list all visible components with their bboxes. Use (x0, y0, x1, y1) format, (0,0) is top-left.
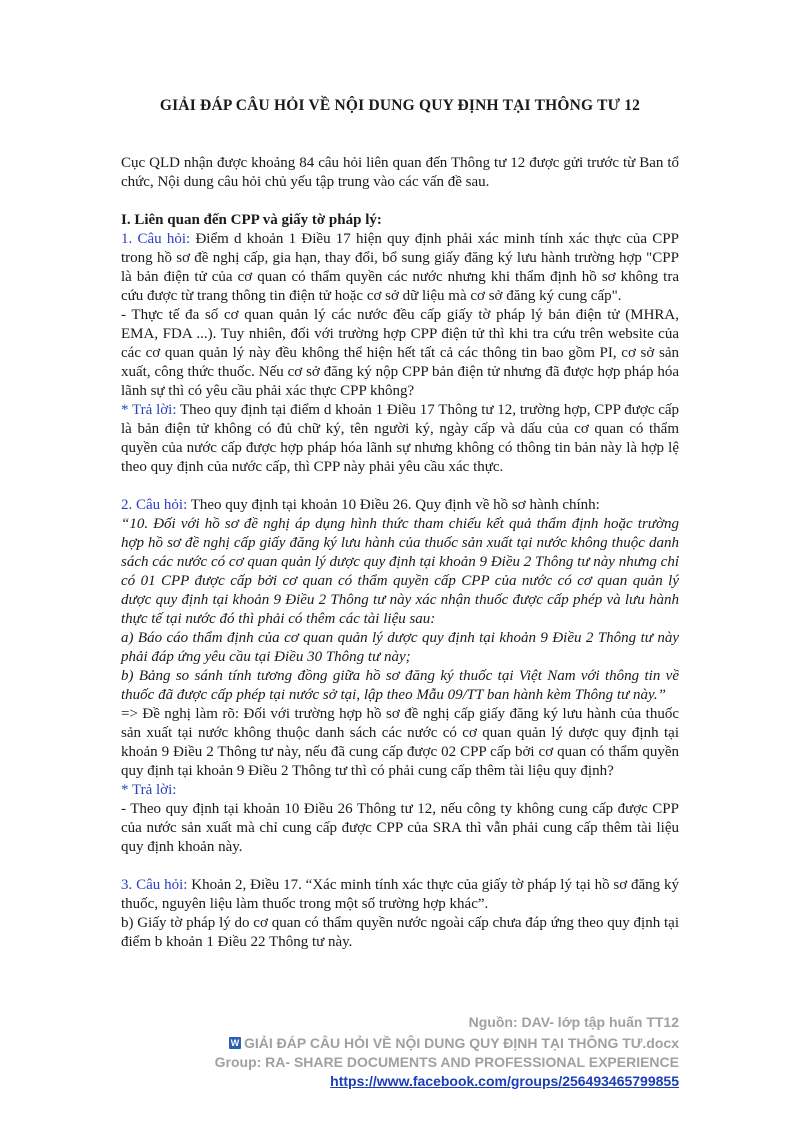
question-3 (121, 876, 679, 914)
answer-2-text: - Theo quy định tại khoản 10 Điều 26 Thông tư 12, nếu công ty không cung cấp được CPP của nước sản xuất mà chỉ cung cấp được CPP của SRA thì vẫn phải cung cấp thêm tài liệu quy định khoản này. (121, 801, 679, 855)
facebook-group-link[interactable]: https://www.facebook.com/groups/256493465799855 (330, 1072, 679, 1089)
document-title: GIẢI ĐÁP CÂU HỎI VỀ NỘI DUNG QUY ĐỊNH TẠI THÔNG TƯ 12 (159, 97, 641, 114)
question-1 (121, 230, 679, 306)
document-name-line (215, 1032, 679, 1053)
question-1-label: 1. Câu hỏi: (121, 231, 191, 247)
question-1-text: Điểm d khoản 1 Điều 17 hiện quy định phải xác minh tính xác thực của CPP trong hồ sơ đề nghị cấp, gia hạn, thay đổi, bổ sung giấy đăng ký lưu hành trường hợp "CPP là bản điện tử của cơ quan có thẩm quyền các nước nhưng khi thẩm định hồ sơ không tra cứu được từ trang thông tin điện tử hoặc cơ sở dữ liệu mà cơ sở đăng ký cung cấp". (121, 231, 679, 304)
group-line: Group: RA- SHARE DOCUMENTS AND PROFESSIONAL EXPERIENCE (214, 1053, 679, 1070)
word-icon: W (230, 1038, 240, 1048)
question-3-label: 3. Câu hỏi: (121, 877, 188, 893)
question-2 (121, 496, 679, 515)
question-2-text: Theo quy định tại khoản 10 Điều 26. Quy định về hồ sơ hành chính: (187, 497, 600, 513)
document-body (121, 154, 679, 952)
watermark-footer (215, 1013, 679, 1091)
intro-paragraph: Cục QLD nhận được khoảng 84 câu hỏi liên quan đến Thông tư 12 được gửi trước từ Ban tổ chức, Nội dung câu hỏi chủ yếu tập trung vào các vấn đề sau. (121, 155, 679, 190)
document-file-name: GIẢI ĐÁP CÂU HỎI VỀ NỘI DUNG QUY ĐỊNH TẠI THÔNG TƯ.docx (243, 1034, 679, 1051)
section-1-heading: I. Liên quan đến CPP và giấy tờ pháp lý: (121, 212, 382, 228)
question-2-quote-1: “10. Đối với hồ sơ đề nghị áp dụng hình thức tham chiếu kết quả thẩm định hoặc trường hợp hồ sơ đề nghị cấp giấy đăng ký lưu hành của thuốc sản xuất tại nước không thuộc danh sách các nước có cơ quan quản lý dược quy định tại khoản 9 Điều 2 Thông tư này nhưng chỉ có 01 CPP được cấp bởi cơ quan có thẩm quyền cấp CPP của nước có cơ quan quản lý dược quy định tại khoản 9 Điều 2 Thông tư này xác nhận thuốc được cấp phép và lưu hành thực tế tại nước đó thì phải có thêm các tài liệu sau: (121, 516, 679, 627)
question-1-detail: - Thực tế đa số cơ quan quản lý các nước đều cấp giấy tờ pháp lý bản điện tử (MHRA, EMA, FDA ...). Tuy nhiên, đối với trường hợp CPP điện tử thì khi tra cứu trên website của các cơ quan quản lý này đều không thể hiện hết tất cả các thông tin bao gồm PI, cơ sở sản xuất, công thức thuốc. Nếu cơ sở đăng ký nộp CPP bản điện tử nhưng đã được hợp pháp hóa lãnh sự thì có yêu cầu phải xác thực CPP không? (121, 307, 679, 399)
question-2-request: => Đề nghị làm rõ: Đối với trường hợp hồ sơ đề nghị cấp giấy đăng ký lưu hành của thuốc sản xuất tại nước không thuộc danh sách các nước có cơ quan quản lý dược quy định tại khoản 9 Điều 2 Thông tư này, nếu đã cung cấp được 02 CPP cấp bởi cơ quan có thẩm quyền quy định tại khoản 9 Điều 2 Thông tư thì có phải cung cấp thêm tài liệu quy định? (121, 706, 679, 779)
source-line: Nguồn: DAV- lớp tập huấn TT12 (468, 1014, 679, 1030)
answer-1 (121, 401, 679, 477)
answer-2-label: * Trả lời: (121, 782, 177, 798)
question-3-detail: b) Giấy tờ pháp lý do cơ quan có thẩm quyền nước ngoài cấp chưa đáp ứng theo quy định tại điểm b khoản 1 Điều 22 Thông tư này. (121, 915, 679, 950)
question-2-label: 2. Câu hỏi: (121, 497, 188, 513)
answer-1-text: Theo quy định tại điểm d khoản 1 Điều 17 Thông tư 12, trường hợp, CPP được cấp là bản điện tử không có đủ chữ ký, tên người ký, ngày cấp và dấu của cơ quan có thẩm quyền của nước cấp được hợp pháp hóa lãnh sự nhưng không có thông tin bản này là hợp lệ theo quy định của nước cấp, thì CPP này phải yêu cầu xác thực. (121, 402, 680, 475)
answer-1-label: * Trả lời: (121, 402, 177, 418)
question-3-text: Khoản 2, Điều 17. “Xác minh tính xác thực của giấy tờ pháp lý tại hồ sơ đăng ký thuốc, nguyên liệu làm thuốc trong một số trường hợp khác”. (121, 877, 679, 912)
question-2-quote-3: b) Bảng so sánh tính tương đồng giữa hồ sơ đăng ký thuốc tại Việt Nam với thông tin về thuốc đã được cấp phép tại nước sở tại, lập theo Mẫu 09/TT ban hành kèm Thông tư này.” (121, 668, 679, 703)
question-2-quote-2: a) Báo cáo thẩm định của cơ quan quản lý dược quy định tại khoản 9 Điều 2 Thông tư này phải đáp ứng yêu cầu tại Điều 30 Thông tư này; (121, 630, 679, 665)
